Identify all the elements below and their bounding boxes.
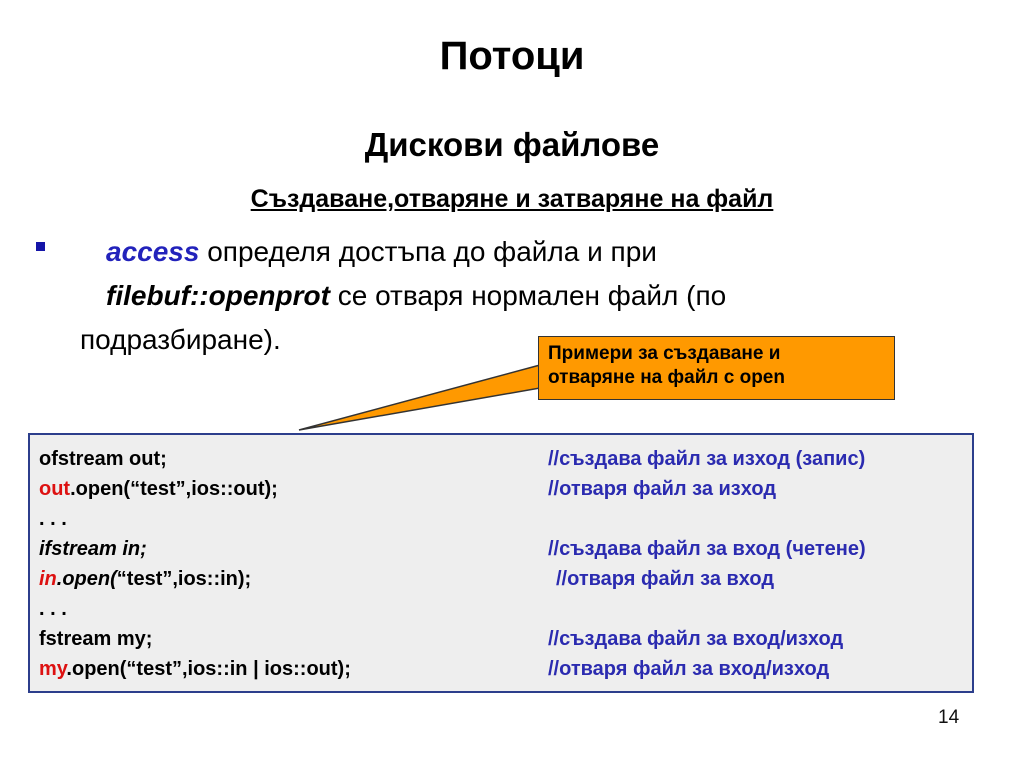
callout-line-2: отваряне на файл с open [548, 367, 785, 388]
callout-pointer-shape [299, 365, 540, 430]
bullet-text-1: определя достъпа до файла и при [199, 236, 657, 267]
code-line-8-rest: .open(“test”,ios::in | ios::out); [66, 658, 351, 680]
code-comment-7: //създава файл за вход/изход [548, 628, 844, 650]
code-line-5-rest: “test”,ios::in); [116, 568, 252, 590]
code-line-8 [39, 654, 351, 684]
bullet-marker-icon [36, 242, 45, 251]
code-object-out: out [39, 478, 71, 500]
page-number: 14 [938, 707, 960, 728]
bullet-text-2: се отваря нормален файл (по [329, 280, 727, 311]
code-line-6: . . . [39, 598, 67, 620]
code-line-1: ofstream out; [39, 448, 167, 470]
keyword-access: access [106, 236, 200, 267]
code-comment-1: //създава файл за изход (запис) [548, 448, 866, 470]
slide-title: Потоци [439, 34, 585, 78]
code-object-my: my [39, 658, 67, 680]
code-line-5-method: .open( [56, 568, 117, 590]
code-comment-8: //отваря файл за вход/изход [548, 658, 830, 680]
code-line-7: fstream my; [39, 628, 153, 650]
keyword-filebuf-openprot: filebuf::openprot [106, 280, 330, 311]
slide-subtitle: Дискови файлове [364, 126, 660, 163]
code-line-4: ifstream in; [39, 538, 147, 560]
code-line-5 [39, 564, 251, 594]
code-comment-4: //създава файл за вход (четене) [548, 538, 866, 560]
bullet-text-3: подразбиране). [80, 324, 281, 355]
callout-line-1: Примери за създаване и [548, 343, 781, 364]
section-heading-text: Създаване,отваряне и затваряне на файл [250, 185, 774, 213]
callout-box [538, 336, 895, 400]
code-comment-5: //отваря файл за вход [556, 568, 775, 590]
section-heading [0, 185, 1024, 214]
code-example-box [28, 433, 974, 693]
code-object-in: in [39, 568, 57, 590]
code-line-2 [39, 474, 278, 504]
code-line-3: . . . [39, 508, 67, 530]
code-comment-2: //отваря файл за изход [548, 478, 777, 500]
code-line-2-rest: .open(“test”,ios::out); [70, 478, 278, 500]
